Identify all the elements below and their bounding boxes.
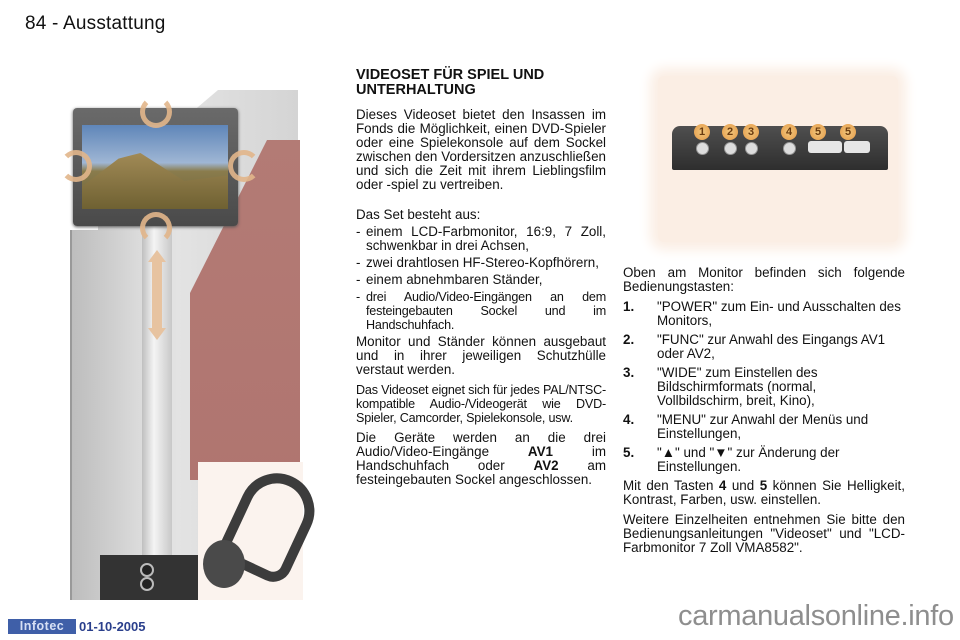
- list-item: 4. "MENU" zur Anwahl der Menüs und Einstellungen,: [623, 412, 869, 441]
- callout-4: 4: [781, 124, 797, 140]
- list-item: 5. "▲" und "▼" zur Änderung der Einstellungen.: [623, 445, 840, 474]
- watermark: carmanualsonline.info: [678, 600, 954, 632]
- menu-button-icon: [783, 142, 796, 155]
- intro-paragraph: Dieses Videoset bietet den Insassen im Fonds die Möglichkeit, einen DVD-Spieler oder eine Spielekonsole auf dem Sockel zwischen den Vordersitzen anzuschließen und sich die Zeit mit ihrem Lieblingsfilm oder -spiel zu vertreiben.: [356, 107, 606, 192]
- headphone-cup-icon: [203, 540, 245, 588]
- more-info-paragraph: Weitere Einzelheiten entnehmen Sie bitte den Bedienungsanleitungen "Videoset" und "LCD-Farbmonitor 7 Zoll VMA8582".: [623, 512, 905, 555]
- list-item: 3. "WIDE" zum Einstellen des Bildschirmformats (normal, Vollbildschirm, breit, Kino),: [623, 365, 818, 408]
- list-item: - zwei drahtlosen HF-Stereo-Kopfhörern,: [356, 255, 599, 270]
- list-item: - drei Audio/Video-Eingängen an dem festeingebauten Sockel und im Handschuhfach.: [356, 290, 606, 332]
- list-item: - einem LCD-Farbmonitor, 16:9, 7 Zoll, schwenkbar in drei Achsen,: [356, 224, 606, 253]
- av-jack-icon: [140, 563, 154, 577]
- videoset-illustration: [40, 60, 340, 600]
- callout-5b: 5: [840, 124, 856, 140]
- keys-paragraph: Mit den Tasten 4 und 5 können Sie Helligkeit, Kontrast, Farben, usw. einstellen.: [623, 478, 905, 507]
- av-jack-icon: [140, 577, 154, 591]
- headphones-inset: [198, 462, 303, 600]
- set-contents-list: [356, 225, 606, 332]
- storage-paragraph: Monitor und Ständer können ausgebaut und in ihrer jeweiligen Schutzhülle verstaut werden.: [356, 334, 606, 377]
- rotate-arrow-icon: [140, 212, 172, 244]
- section-name: Ausstattung: [63, 13, 166, 34]
- header-separator: -: [52, 13, 59, 34]
- list-item: 2. "FUNC" zur Anwahl des Eingangs AV1 oder AV2,: [623, 332, 886, 361]
- adjust-button-icon: [844, 141, 870, 153]
- arrow-down-icon: [148, 328, 166, 340]
- up-down-buttons-icon: [808, 141, 842, 153]
- power-button-icon: [696, 142, 709, 155]
- controls-list: [623, 300, 905, 474]
- stand-socket: [100, 555, 210, 600]
- controls-intro: Oben am Monitor befinden sich folgende Bedienungstasten:: [623, 265, 905, 294]
- connect-paragraph: Die Geräte werden an die drei Audio/Video-Eingänge AV1 im Handschuhfach oder AV2 am festeingebauten Sockel angeschlossen.: [356, 430, 607, 487]
- monitor-screen: [82, 125, 228, 209]
- callout-1: 1: [694, 124, 710, 140]
- list-item: 1. "POWER" zum Ein- und Ausschalten des Monitors,: [623, 299, 901, 328]
- rotate-arrow-icon: [140, 96, 172, 128]
- wide-button-icon: [745, 142, 758, 155]
- page-header: [25, 13, 166, 35]
- section-title: VIDEOSET FÜR SPIEL UND UNTERHALTUNG: [356, 67, 545, 98]
- center-console: [70, 230, 142, 600]
- infotec-logo: Infotec: [8, 619, 76, 634]
- main-text-column: [356, 68, 606, 493]
- footer-date: 01-10-2005: [79, 619, 146, 634]
- set-heading: Das Set besteht aus:: [356, 207, 481, 222]
- callout-2: 2: [722, 124, 738, 140]
- callout-3: 3: [743, 124, 759, 140]
- monitor-top-edge: [672, 126, 888, 170]
- compat-paragraph: Das Videoset eignet sich für jedes PAL/NTSC-kompatible Audio-/Videogerät wie DVD-Spieler, Camcorder, Spielekonsole, usw.: [356, 383, 606, 425]
- rotate-arrow-icon: [228, 150, 260, 182]
- callout-5a: 5: [810, 124, 826, 140]
- page-number: 84: [25, 13, 47, 34]
- height-adjust-arrow-icon: [148, 250, 166, 340]
- rotate-arrow-icon: [60, 150, 92, 182]
- list-item: - einem abnehmbaren Ständer,: [356, 272, 543, 287]
- controls-text-column: [623, 266, 905, 561]
- func-button-icon: [724, 142, 737, 155]
- mountain-image: [82, 153, 228, 209]
- monitor-controls-diagram: [658, 76, 898, 242]
